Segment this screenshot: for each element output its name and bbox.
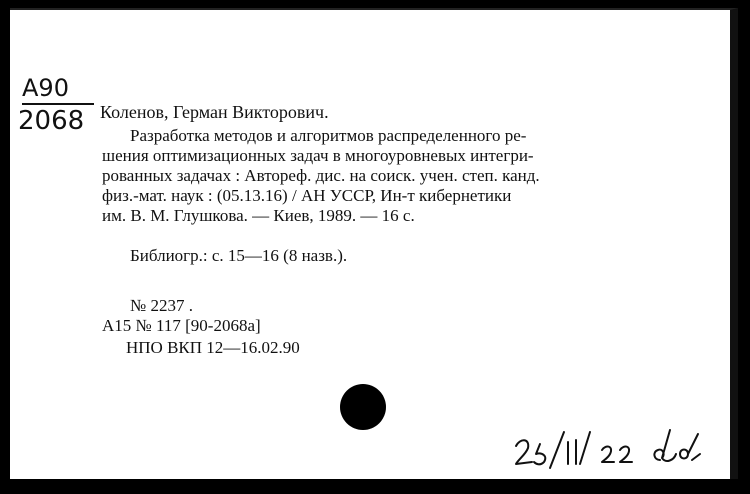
punch-hole xyxy=(340,384,386,430)
call-number-bottom: 2068 xyxy=(18,106,85,136)
description-line: им. В. М. Глушкова. — Киев, 1989. — 16 с. xyxy=(102,206,415,225)
bibliography-note: Библиогр.: с. 15—16 (8 назв.). xyxy=(130,246,348,265)
handwritten-date-signature xyxy=(510,424,710,476)
description-line: Разработка методов и алгоритмов распределенного ре- xyxy=(130,126,527,145)
catalog-card xyxy=(10,8,738,479)
organization-stamp-line: НПО ВКП 12—16.02.90 xyxy=(126,338,300,357)
description-line: шения оптимизационных задач в многоуровневых интегри- xyxy=(102,146,534,165)
call-number-top: A90 xyxy=(22,74,69,102)
record-number: № 2237 . xyxy=(130,296,193,315)
description-line: физ.-мат. наук : (05.13.16) / АН УССР, Ин-т кибернетики xyxy=(102,186,512,205)
call-number-divider xyxy=(22,103,94,105)
accession-number: A15 № 117 [90-2068a] xyxy=(102,316,261,335)
description-line: рованных задачах : Автореф. дис. на соиск. учен. степ. канд. xyxy=(102,166,540,185)
author-heading: Коленов, Герман Викторович. xyxy=(100,102,329,122)
